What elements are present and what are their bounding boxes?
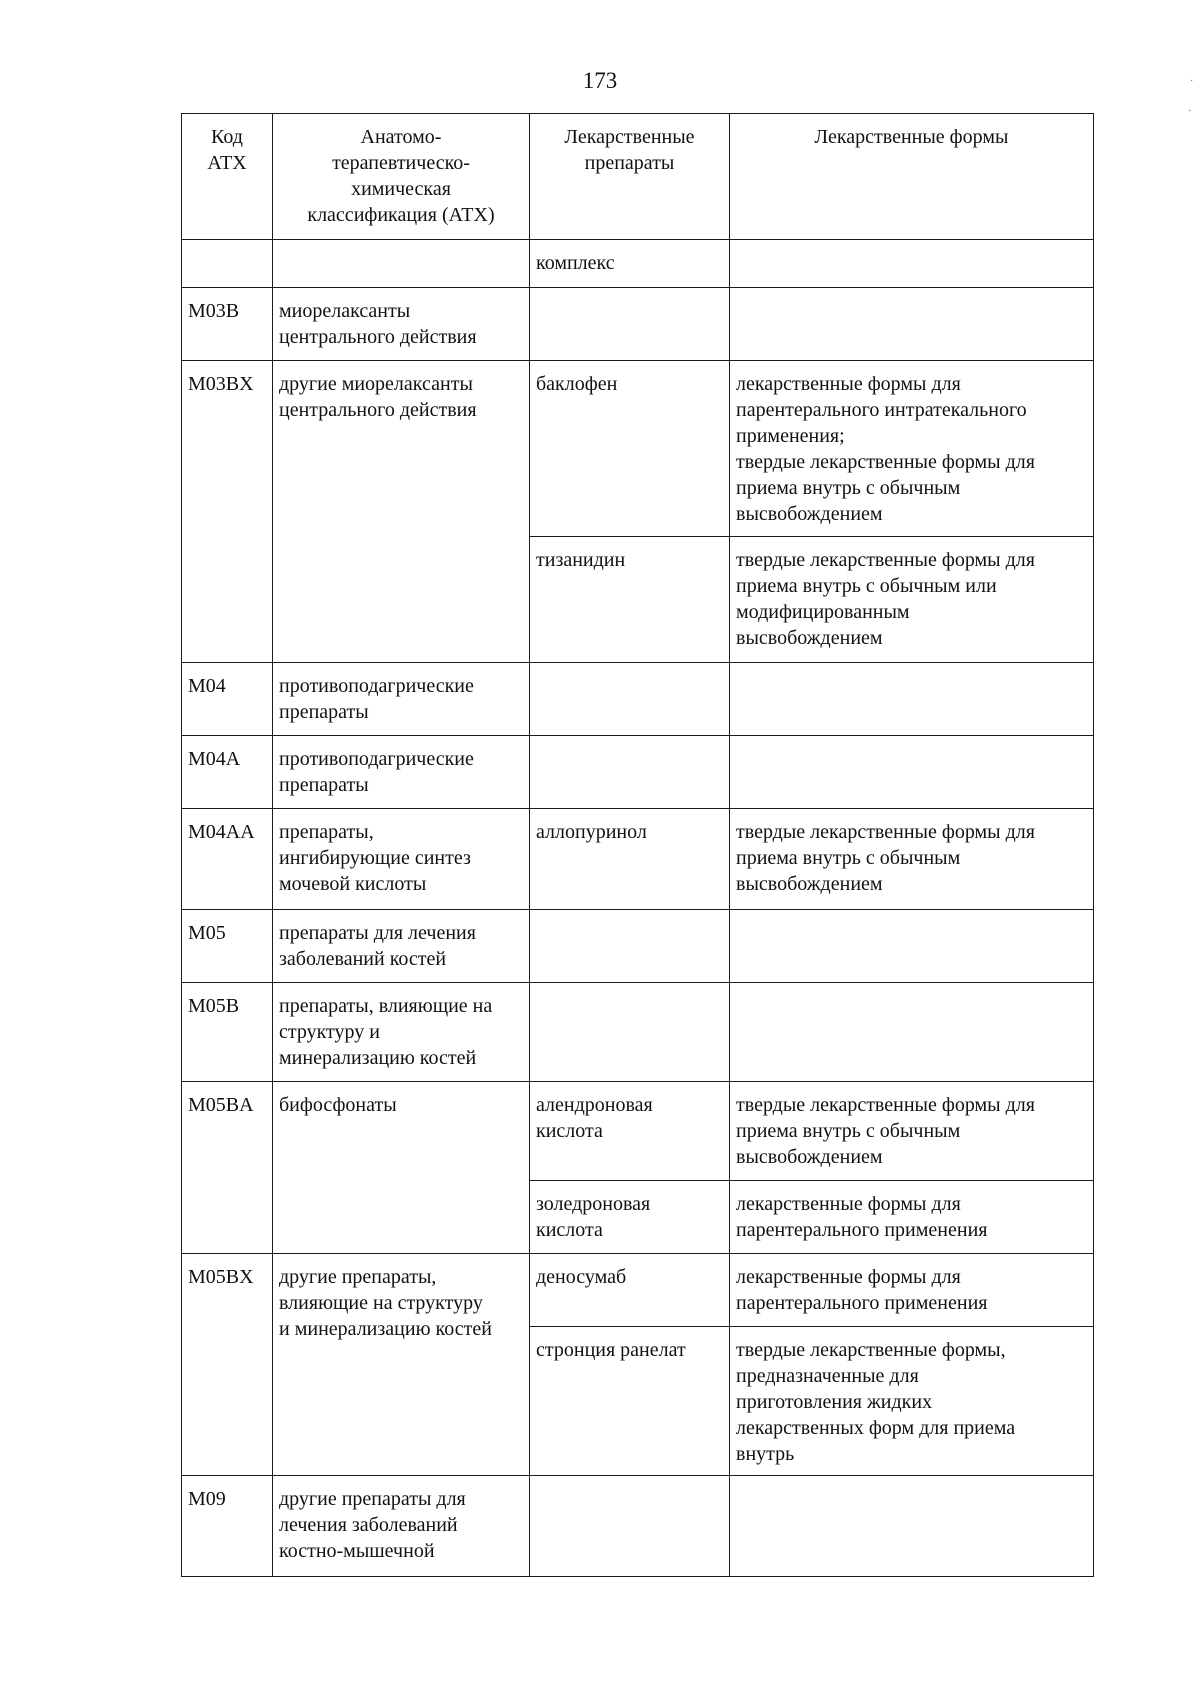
cell-code: M09 xyxy=(182,1476,273,1577)
cell-form: лекарственные формы для парентерального применения xyxy=(730,1181,1094,1254)
cell-form: твердые лекарственные формы для приема внутрь с обычным высвобождением xyxy=(730,809,1094,910)
cell-form xyxy=(730,736,1094,809)
cell-classification: противоподагрические препараты xyxy=(273,663,530,736)
cell-form: твердые лекарственные формы для приема внутрь с обычным или модифицированным высвобождением xyxy=(730,537,1094,663)
cell-classification: препараты, ингибирующие синтез мочевой кислоты xyxy=(273,809,530,910)
cell-drug: тизанидин xyxy=(530,537,730,663)
cell-form xyxy=(730,910,1094,983)
cell-form xyxy=(730,663,1094,736)
cell-drug xyxy=(530,663,730,736)
table-row xyxy=(182,1476,1094,1577)
cell-drug: золедроновая кислота xyxy=(530,1181,730,1254)
cell-drug xyxy=(530,736,730,809)
cell-code: M05 xyxy=(182,910,273,983)
cell-drug xyxy=(530,983,730,1082)
cell-form: твердые лекарственные формы для приема внутрь с обычным высвобождением xyxy=(730,1082,1094,1181)
cell-classification: другие препараты для лечения заболеваний костно-мышечной xyxy=(273,1476,530,1577)
cell-form xyxy=(730,240,1094,288)
cell-code: M05BX xyxy=(182,1254,273,1476)
cell-classification: миорелаксанты центрального действия xyxy=(273,288,530,361)
header-classification: Анатомо- терапевтическо- химическая классификация (АТХ) xyxy=(273,114,530,240)
cell-code xyxy=(182,240,273,288)
table-row xyxy=(182,983,1094,1082)
table-row xyxy=(182,809,1094,910)
cell-code: M05BA xyxy=(182,1082,273,1254)
cell-drug: комплекс xyxy=(530,240,730,288)
cell-classification: бифосфонаты xyxy=(273,1082,530,1254)
cell-drug: аллопуринол xyxy=(530,809,730,910)
cell-classification: препараты, влияющие на структуру и минерализацию костей xyxy=(273,983,530,1082)
header-drugs: Лекарственные препараты xyxy=(530,114,730,240)
cell-form xyxy=(730,288,1094,361)
table-row xyxy=(182,663,1094,736)
table-row xyxy=(182,736,1094,809)
page-number: 173 xyxy=(582,68,618,93)
cell-code: M04A xyxy=(182,736,273,809)
table-header-row xyxy=(182,114,1094,240)
cell-code: M03B xyxy=(182,288,273,361)
cell-form: лекарственные формы для парентерального применения xyxy=(730,1254,1094,1327)
cell-code: M04 xyxy=(182,663,273,736)
cell-drug: баклофен xyxy=(530,361,730,537)
table-row xyxy=(182,1082,1094,1181)
cell-classification: другие препараты, влияющие на структуру и минерализацию костей xyxy=(273,1254,530,1476)
cell-form: лекарственные формы для парентерального интратекального применения; твердые лекарственные формы для приема внутрь с обычным высвобождением xyxy=(730,361,1094,537)
cell-drug: стронция ранелат xyxy=(530,1327,730,1476)
table-row xyxy=(182,361,1094,537)
cell-drug: деносумаб xyxy=(530,1254,730,1327)
cell-drug: алендроновая кислота xyxy=(530,1082,730,1181)
cell-code: M04AA xyxy=(182,809,273,910)
cell-classification: противоподагрические препараты xyxy=(273,736,530,809)
header-forms: Лекарственные формы xyxy=(730,114,1094,240)
margin-mark: · xyxy=(1188,106,1192,117)
cell-drug xyxy=(530,910,730,983)
cell-drug xyxy=(530,1476,730,1577)
cell-classification: другие миорелаксанты центрального действия xyxy=(273,361,530,663)
table-row xyxy=(182,1254,1094,1327)
table-row xyxy=(182,910,1094,983)
atx-table xyxy=(181,113,1094,1577)
table-row xyxy=(182,240,1094,288)
header-code: Код АТХ xyxy=(182,114,273,240)
cell-classification: препараты для лечения заболеваний костей xyxy=(273,910,530,983)
table-row xyxy=(182,288,1094,361)
cell-form xyxy=(730,1476,1094,1577)
cell-form xyxy=(730,983,1094,1082)
cell-form: твердые лекарственные формы, предназначенные для приготовления жидких лекарственных форм для приема внутрь xyxy=(730,1327,1094,1476)
cell-drug xyxy=(530,288,730,361)
cell-code: M03BX xyxy=(182,361,273,663)
cell-code: M05B xyxy=(182,983,273,1082)
margin-mark: · xyxy=(1190,76,1194,87)
cell-classification xyxy=(273,240,530,288)
